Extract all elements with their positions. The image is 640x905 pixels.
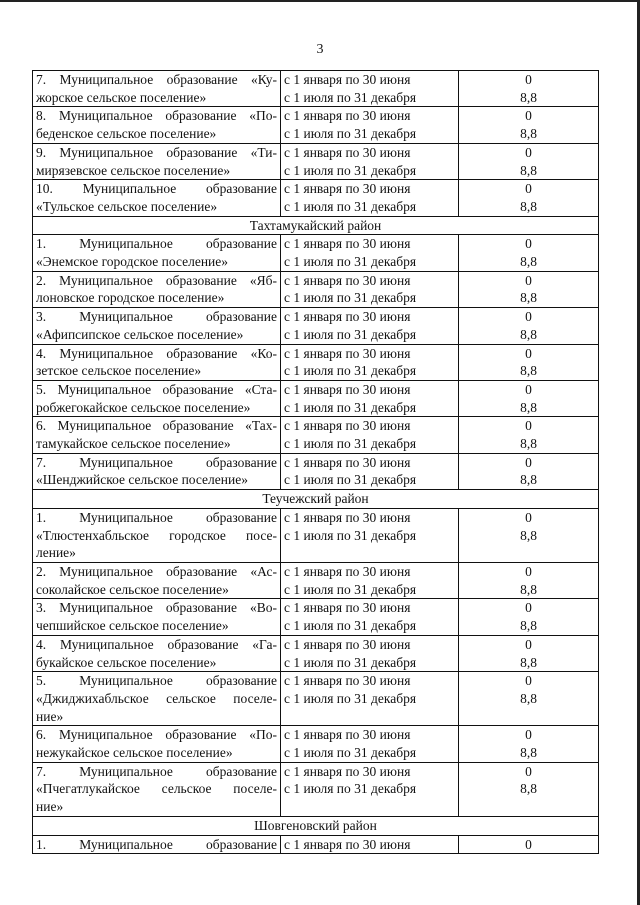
- period-label: с 1 июля по 31 декабря: [284, 89, 417, 105]
- period-label: с 1 июля по 31 декабря: [284, 527, 417, 543]
- municipality-name-line: «Тульское сельское поселение»: [36, 198, 218, 214]
- municipality-name: [33, 344, 281, 380]
- rate-value: 8,8: [520, 399, 537, 415]
- table-row: [33, 380, 599, 416]
- period-cell: [281, 672, 459, 726]
- municipality-name: [33, 635, 281, 671]
- period-cell: [281, 71, 459, 107]
- rate-value: 8,8: [520, 581, 537, 597]
- municipality-name-line: ние»: [36, 799, 64, 815]
- district-header-row: [33, 216, 599, 235]
- period-label: с 1 июля по 31 декабря: [284, 745, 417, 761]
- rate-value: 0: [525, 600, 532, 616]
- rate-value: 0: [525, 309, 532, 325]
- municipality-name-line: тамукайское сельское поселение»: [36, 436, 231, 452]
- value-cell: [459, 235, 599, 271]
- value-cell: [459, 380, 599, 416]
- period-label: с 1 января по 30 июня: [284, 763, 411, 779]
- municipality-name-line: ление»: [36, 545, 76, 561]
- municipality-name-line: чепшийское сельское поселение»: [36, 618, 229, 634]
- municipality-name: [33, 180, 281, 216]
- municipality-name: [33, 107, 281, 143]
- period-label: с 1 июля по 31 декабря: [284, 654, 417, 670]
- value-cell: [459, 562, 599, 598]
- value-cell: [459, 107, 599, 143]
- municipality-name-line: 5. Муниципальное образование «Ста-: [36, 381, 277, 397]
- period-label: с 1 июля по 31 декабря: [284, 363, 417, 379]
- table-row: [33, 271, 599, 307]
- value-cell: [459, 180, 599, 216]
- municipality-name: [33, 308, 281, 344]
- municipality-name-line: «Афипсипское сельское поселение»: [36, 326, 244, 342]
- period-cell: [281, 508, 459, 562]
- period-label: с 1 января по 30 июня: [284, 418, 411, 434]
- rate-value: 0: [525, 509, 532, 525]
- table-row: [33, 235, 599, 271]
- municipality-name-line: букайское сельское поселение»: [36, 654, 217, 670]
- municipality-name-line: 1. Муниципальное образование: [36, 509, 277, 525]
- rate-value: 8,8: [520, 618, 537, 634]
- rate-value: 8,8: [520, 781, 537, 797]
- municipality-name-line: беденское сельское поселение»: [36, 126, 217, 142]
- municipality-name-line: «Джиджихабльское сельское поселе-: [36, 690, 277, 706]
- value-cell: [459, 271, 599, 307]
- value-cell: [459, 143, 599, 179]
- scan-edge-top: [0, 0, 640, 2]
- municipality-name: [33, 271, 281, 307]
- municipality-name-line: 3. Муниципальное образование: [36, 309, 277, 325]
- period-cell: [281, 308, 459, 344]
- rate-value: 8,8: [520, 326, 537, 342]
- municipality-name: [33, 417, 281, 453]
- table-row: [33, 635, 599, 671]
- table-row: [33, 762, 599, 816]
- municipality-name-line: 7. Муниципальное образование: [36, 763, 277, 779]
- municipality-name: [33, 672, 281, 726]
- municipality-name-line: робжегокайское сельское поселение»: [36, 399, 251, 415]
- municipality-name: [33, 835, 281, 854]
- period-cell: [281, 271, 459, 307]
- value-cell: [459, 71, 599, 107]
- table-row: [33, 562, 599, 598]
- value-cell: [459, 835, 599, 854]
- municipality-name-line: «Тлюстенхабльское городское посе-: [36, 527, 277, 543]
- municipality-name: [33, 71, 281, 107]
- page-number: 3: [316, 42, 324, 57]
- municipality-name-line: 7. Муниципальное образование «Ку-: [36, 72, 277, 87]
- period-label: с 1 января по 30 июня: [284, 181, 411, 197]
- table-row: [33, 180, 599, 216]
- rate-value: 0: [525, 236, 532, 252]
- value-cell: [459, 344, 599, 380]
- rate-value: 8,8: [520, 254, 537, 270]
- municipality-name-line: лоновское городское поселение»: [36, 290, 225, 306]
- rate-value: 8,8: [520, 162, 537, 178]
- period-label: с 1 июля по 31 декабря: [284, 126, 417, 142]
- municipality-name-line: 3. Муниципальное образование «Во-: [36, 600, 277, 616]
- rate-value: 8,8: [520, 126, 537, 142]
- period-label: с 1 июля по 31 декабря: [284, 618, 417, 634]
- table-row: [33, 672, 599, 726]
- table-row: [33, 107, 599, 143]
- municipality-name-line: 2. Муниципальное образование «Ас-: [36, 563, 277, 579]
- municipality-name-line: 5. Муниципальное образование: [36, 673, 277, 689]
- rate-value: 0: [525, 727, 532, 743]
- period-label: с 1 января по 30 июня: [284, 108, 411, 124]
- period-cell: [281, 107, 459, 143]
- rate-value: 0: [525, 763, 532, 779]
- period-cell: [281, 417, 459, 453]
- period-cell: [281, 599, 459, 635]
- rate-value: 0: [525, 454, 532, 470]
- table-row: [33, 599, 599, 635]
- table-row: [33, 508, 599, 562]
- rate-value: 8,8: [520, 198, 537, 214]
- rate-value: 0: [525, 381, 532, 397]
- municipality-name-line: жорское сельское поселение»: [36, 89, 207, 105]
- municipality-name: [33, 235, 281, 271]
- period-label: с 1 января по 30 июня: [284, 309, 411, 325]
- rate-value: 0: [525, 418, 532, 434]
- rate-value: 0: [525, 181, 532, 197]
- municipality-name: [33, 380, 281, 416]
- municipality-name-line: 7. Муниципальное образование: [36, 454, 277, 470]
- district-title: Теучежский район: [33, 490, 599, 509]
- value-cell: [459, 762, 599, 816]
- period-cell: [281, 143, 459, 179]
- value-cell: [459, 453, 599, 489]
- municipality-name-line: «Шенджийское сельское поселение»: [36, 472, 248, 488]
- period-label: с 1 июля по 31 декабря: [284, 472, 417, 488]
- district-title: Шовгеновский район: [33, 816, 599, 835]
- municipality-name: [33, 762, 281, 816]
- rate-value: 8,8: [520, 472, 537, 488]
- period-cell: [281, 453, 459, 489]
- municipality-name: [33, 453, 281, 489]
- period-label: с 1 июля по 31 декабря: [284, 690, 417, 706]
- period-cell: [281, 562, 459, 598]
- municipality-name-line: соколайское сельское поселение»: [36, 581, 229, 597]
- period-label: с 1 января по 30 июня: [284, 236, 411, 252]
- municipality-name-line: нежукайское сельское поселение»: [36, 745, 233, 761]
- period-label: с 1 июля по 31 декабря: [284, 290, 417, 306]
- rate-value: 8,8: [520, 290, 537, 306]
- rate-value: 0: [525, 563, 532, 579]
- period-label: с 1 января по 30 июня: [284, 636, 411, 652]
- rate-value: 0: [525, 108, 532, 124]
- rate-value: 0: [525, 673, 532, 689]
- period-cell: [281, 726, 459, 762]
- period-label: с 1 июля по 31 декабря: [284, 781, 417, 797]
- period-label: с 1 января по 30 июня: [284, 509, 411, 525]
- period-cell: [281, 380, 459, 416]
- rate-value: 0: [525, 272, 532, 288]
- municipality-name-line: 1. Муниципальное образование: [36, 236, 277, 252]
- table-row: [33, 417, 599, 453]
- period-label: с 1 июля по 31 декабря: [284, 436, 417, 452]
- value-cell: [459, 417, 599, 453]
- period-label: с 1 июля по 31 декабря: [284, 254, 417, 270]
- period-label: с 1 июля по 31 декабря: [284, 581, 417, 597]
- municipality-name-line: 9. Муниципальное образование «Ти-: [36, 144, 277, 160]
- rate-value: 8,8: [520, 89, 537, 105]
- period-label: с 1 января по 30 июня: [284, 454, 411, 470]
- table-row: [33, 308, 599, 344]
- tariff-table: [32, 70, 599, 854]
- municipality-name-line: 4. Муниципальное образование «Ко-: [36, 345, 277, 361]
- period-label: с 1 января по 30 июня: [284, 345, 411, 361]
- period-label: с 1 июля по 31 декабря: [284, 198, 417, 214]
- period-label: с 1 июля по 31 декабря: [284, 326, 417, 342]
- table-row: [33, 726, 599, 762]
- district-header-row: [33, 816, 599, 835]
- municipality-name: [33, 562, 281, 598]
- period-label: с 1 июля по 31 декабря: [284, 162, 417, 178]
- period-cell: [281, 235, 459, 271]
- period-label: с 1 января по 30 июня: [284, 272, 411, 288]
- municipality-name-line: 10. Муниципальное образование: [36, 181, 277, 197]
- municipality-name: [33, 143, 281, 179]
- rate-value: 8,8: [520, 745, 537, 761]
- period-label: с 1 января по 30 июня: [284, 673, 411, 689]
- municipality-name-line: 4. Муниципальное образование «Га-: [36, 636, 277, 652]
- rate-value: 8,8: [520, 527, 537, 543]
- period-label: с 1 января по 30 июня: [284, 600, 411, 616]
- municipality-name-line: мирязевское сельское поселение»: [36, 162, 231, 178]
- period-label: с 1 января по 30 июня: [284, 563, 411, 579]
- period-cell: [281, 344, 459, 380]
- period-cell: [281, 180, 459, 216]
- municipality-name: [33, 508, 281, 562]
- rate-value: 8,8: [520, 690, 537, 706]
- value-cell: [459, 672, 599, 726]
- rate-value: 8,8: [520, 436, 537, 452]
- tariff-table-body: [33, 71, 599, 854]
- rate-value: 0: [525, 345, 532, 361]
- period-cell: [281, 835, 459, 854]
- value-cell: [459, 599, 599, 635]
- table-row: [33, 143, 599, 179]
- table-row: [33, 835, 599, 854]
- district-header-row: [33, 490, 599, 509]
- municipality-name: [33, 599, 281, 635]
- municipality-name: [33, 726, 281, 762]
- municipality-name-line: «Энемское городское поселение»: [36, 254, 229, 270]
- rate-value: 0: [525, 72, 532, 87]
- value-cell: [459, 635, 599, 671]
- value-cell: [459, 308, 599, 344]
- period-label: с 1 января по 30 июня: [284, 144, 411, 160]
- district-title: Тахтамукайский район: [33, 216, 599, 235]
- rate-value: 8,8: [520, 363, 537, 379]
- municipality-name-line: 1. Муниципальное образование: [36, 836, 277, 852]
- rate-value: 0: [525, 636, 532, 652]
- municipality-name-line: 8. Муниципальное образование «По-: [36, 108, 277, 124]
- value-cell: [459, 726, 599, 762]
- rate-value: 0: [525, 144, 532, 160]
- municipality-name-line: «Пчегатлукайское сельское поселе-: [36, 781, 277, 797]
- municipality-name-line: 2. Муниципальное образование «Яб-: [36, 272, 277, 288]
- period-cell: [281, 635, 459, 671]
- table-row: [33, 453, 599, 489]
- period-cell: [281, 762, 459, 816]
- municipality-name-line: зетское сельское поселение»: [36, 363, 202, 379]
- municipality-name-line: ние»: [36, 708, 64, 724]
- rate-value: 8,8: [520, 654, 537, 670]
- period-label: с 1 января по 30 июня: [284, 836, 411, 852]
- period-label: с 1 января по 30 июня: [284, 72, 411, 87]
- period-label: с 1 января по 30 июня: [284, 381, 411, 397]
- period-label: с 1 июля по 31 декабря: [284, 399, 417, 415]
- table-row: [33, 344, 599, 380]
- table-row: [33, 71, 599, 107]
- municipality-name-line: 6. Муниципальное образование «Тах-: [36, 418, 277, 434]
- period-label: с 1 января по 30 июня: [284, 727, 411, 743]
- rate-value: 0: [525, 836, 532, 852]
- value-cell: [459, 508, 599, 562]
- municipality-name-line: 6. Муниципальное образование «По-: [36, 727, 277, 743]
